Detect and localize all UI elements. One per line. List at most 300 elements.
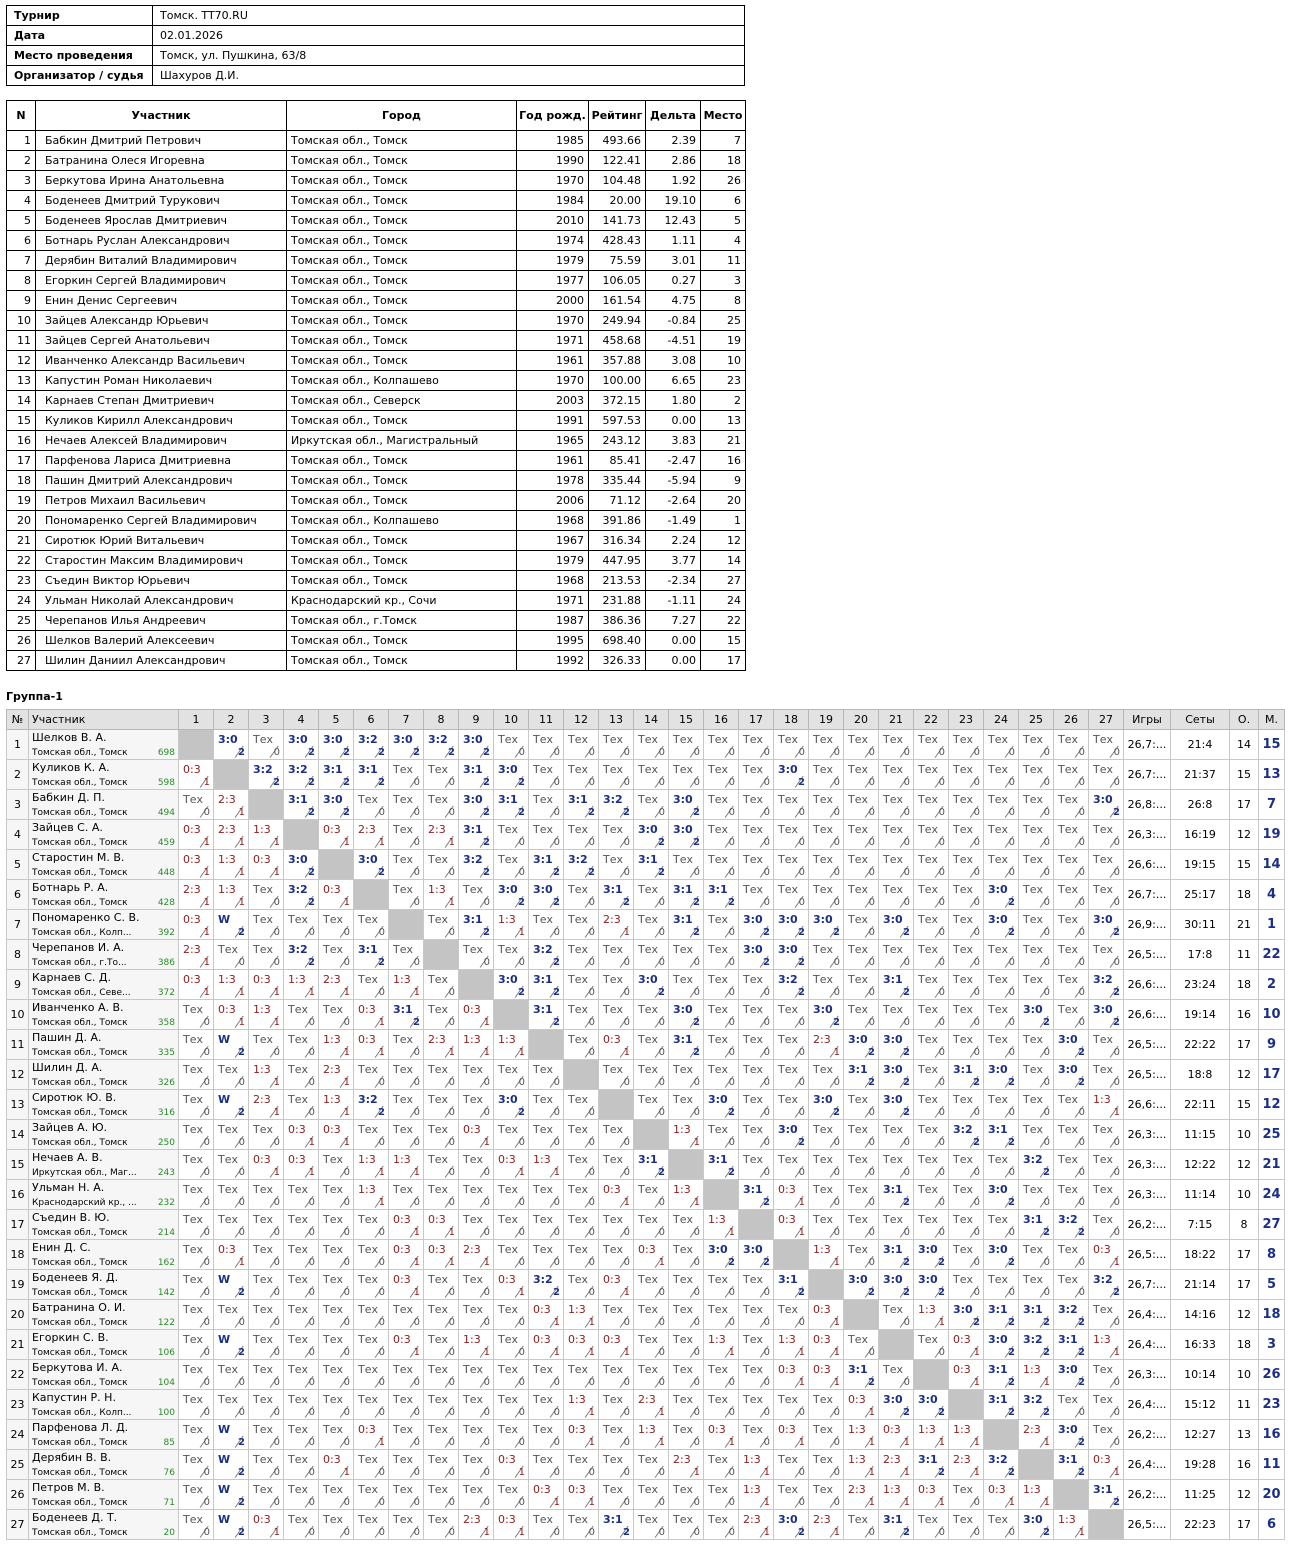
match-points: 0 [553,1107,560,1118]
match-score: Тех [358,1303,378,1316]
match-points: 2 [1043,1527,1050,1538]
match-points: 1 [798,1197,805,1208]
match-score: Тех [393,1183,413,1196]
crosstable-row [7,790,1285,820]
match-points: 0 [1008,807,1015,818]
participant-cell: 20 [7,511,36,531]
match-score: Тех [428,1123,448,1136]
match-score: Тех [743,883,763,896]
match-points: 0 [1008,867,1015,878]
match-score: Тех [778,1483,798,1496]
row-place: 13 [1259,760,1285,790]
match-result-cell [424,1360,459,1390]
match-score: 0:3 [918,1483,936,1496]
match-points: 0 [238,1077,245,1088]
match-score: 3:1 [533,973,553,986]
match-score: Тех [638,1033,658,1046]
match-result-cell [354,1210,389,1240]
match-result-cell [249,1390,284,1420]
match-result-cell [739,1390,774,1420]
match-points: 2 [1008,897,1015,908]
player-cell [29,1420,179,1450]
match-points: 1 [623,927,630,938]
row-place: 19 [1259,820,1285,850]
match-points: 2 [763,1257,770,1268]
match-points: 2 [798,777,805,788]
match-result-cell [984,1210,1019,1240]
participant-cell: Томская обл., Томск [287,291,517,311]
player-cell [29,940,179,970]
match-score: Тех [533,763,553,776]
match-points: 0 [273,747,280,758]
match-points: 0 [1043,1257,1050,1268]
match-score: 3:1 [323,763,343,776]
match-result-cell [809,730,844,760]
match-points: 0 [448,987,455,998]
match-score: Тех [393,1483,413,1496]
match-points: 0 [693,1527,700,1538]
match-result-cell [284,850,319,880]
match-result-cell [774,1390,809,1420]
player-city: Томская обл., Севе... [32,988,131,998]
match-score: Тех [883,823,903,836]
match-result-cell [634,1270,669,1300]
match-points: 2 [623,1527,630,1538]
match-score: 1:3 [778,1333,796,1346]
match-score: 3:1 [848,1063,868,1076]
match-result-cell [1019,1480,1054,1510]
match-points: 0 [483,957,490,968]
participant-cell: 5 [7,211,36,231]
match-points: 0 [973,987,980,998]
match-score: Тех [918,853,938,866]
match-points: 0 [833,867,840,878]
match-points: 0 [483,1497,490,1508]
match-result-cell [704,1360,739,1390]
match-result-cell [809,1060,844,1090]
match-result-cell [704,730,739,760]
row-sets: 21:37 [1171,760,1230,790]
match-score: 0:3 [778,1363,796,1376]
match-result-cell [1089,760,1124,790]
match-result-cell [494,1270,529,1300]
crosstable-row [7,1090,1285,1120]
player-cell [29,1180,179,1210]
match-points: 0 [553,1137,560,1148]
match-result-cell [739,1030,774,1060]
match-result-cell [459,1120,494,1150]
participant-cell: 3 [7,171,36,191]
match-result-cell [284,1300,319,1330]
match-result-cell [669,1060,704,1090]
match-score: Тех [183,1393,203,1406]
match-result-cell [704,760,739,790]
match-score: Тех [358,973,378,986]
match-result-cell [529,1240,564,1270]
match-points: 2 [448,747,455,758]
crosstable-row [7,1360,1285,1390]
match-score: 3:0 [778,1123,798,1136]
match-result-cell [249,1210,284,1240]
match-score: Тех [848,1153,868,1166]
match-result-cell [214,1270,249,1300]
match-score: Тех [323,1243,343,1256]
match-result-cell [599,970,634,1000]
match-points: 0 [658,747,665,758]
match-score: Тех [743,1063,763,1076]
match-points: 0 [1043,747,1050,758]
match-score: Тех [253,1393,273,1406]
match-score: Тех [603,1423,623,1436]
col-opponent-header: 6 [354,710,389,730]
match-points: 1 [203,897,210,908]
match-score: 3:0 [708,1093,728,1106]
match-score: Тех [848,823,868,836]
match-result-cell [599,1210,634,1240]
match-score: Тех [708,1453,728,1466]
participant-cell: 2010 [517,211,589,231]
match-score: Тех [673,1393,693,1406]
match-result-cell [494,850,529,880]
match-points: 0 [938,1527,945,1538]
match-result-cell [459,1210,494,1240]
match-score: Тех [813,1183,833,1196]
match-score: W [218,1033,231,1046]
match-points: 2 [238,1347,245,1358]
match-points: 0 [938,1047,945,1058]
player-name: Черепанов И. А. [32,941,125,954]
participant-cell: 104.48 [589,171,646,191]
row-points: 17 [1230,1510,1259,1540]
participant-cell: 4 [701,231,746,251]
match-result-cell [389,1360,424,1390]
match-score: Тех [393,1303,413,1316]
match-points: 0 [693,1407,700,1418]
match-points: 0 [378,1077,385,1088]
match-points: 1 [1113,1107,1120,1118]
match-points: 1 [553,1347,560,1358]
match-score: W [218,1483,231,1496]
participant-cell: -0.84 [646,311,701,331]
match-points: 0 [693,777,700,788]
match-score: 2:3 [848,1483,866,1496]
match-score: Тех [568,763,588,776]
row-sets: 18:22 [1171,1240,1230,1270]
match-points: 0 [868,1257,875,1268]
match-score: Тех [638,733,658,746]
match-points: 1 [203,867,210,878]
match-result-cell [599,1300,634,1330]
match-result-cell [214,940,249,970]
match-result-cell [914,1000,949,1030]
match-points: 0 [658,1527,665,1538]
match-score: 3:2 [603,793,623,806]
participant-cell: Зайцев Александр Юрьевич [36,311,287,331]
match-points: 1 [553,1317,560,1328]
match-score: 1:3 [323,1033,341,1046]
match-result-cell [214,1300,249,1330]
match-result-cell [844,1390,879,1420]
info-key: Дата [7,26,153,46]
participant-cell: 1961 [517,451,589,471]
match-score: Тех [848,973,868,986]
player-name: Бабкин Д. П. [32,791,105,804]
match-points: 0 [938,1167,945,1178]
col-opponent-header: 21 [879,710,914,730]
match-points: 2 [308,777,315,788]
match-points: 1 [868,1497,875,1508]
match-result-cell [459,1150,494,1180]
match-score: 3:1 [883,1513,903,1526]
player-rating: 386 [157,958,175,968]
match-result-cell [354,1330,389,1360]
match-points: 1 [1043,1497,1050,1508]
match-points: 0 [1008,1107,1015,1118]
match-result-cell [879,910,914,940]
participant-cell: 213.53 [589,571,646,591]
match-score: 3:0 [988,883,1008,896]
match-score: Тех [253,1423,273,1436]
match-score: 0:3 [463,1123,481,1136]
match-points: 0 [728,1407,735,1418]
match-points: 0 [1078,1137,1085,1148]
match-points: 0 [273,957,280,968]
match-points: 2 [973,1137,980,1148]
match-points: 1 [448,1047,455,1058]
match-result-cell [984,850,1019,880]
match-points: 0 [1078,1167,1085,1178]
match-result-cell [179,1330,214,1360]
match-result-cell [564,1090,599,1120]
match-result-cell [879,850,914,880]
match-score: Тех [288,1513,308,1526]
match-points: 2 [1008,1197,1015,1208]
match-points: 0 [483,1377,490,1388]
match-score: Тех [778,1063,798,1076]
player-name: Зайцев А. Ю. [32,1121,108,1134]
participant-cell: 2.86 [646,151,701,171]
match-points: 2 [343,777,350,788]
match-points: 1 [553,1497,560,1508]
match-points: 0 [343,927,350,938]
match-points: 0 [1078,747,1085,758]
match-points: 0 [203,1107,210,1118]
match-score: Тех [1023,1093,1043,1106]
match-points: 1 [798,1347,805,1358]
match-result-cell [914,1390,949,1420]
match-result-cell [354,1240,389,1270]
row-games: 26,6:... [1124,850,1171,880]
match-score: 0:3 [183,763,201,776]
participant-cell: -4.51 [646,331,701,351]
participant-cell: 1971 [517,591,589,611]
match-score: 2:3 [323,973,341,986]
participant-cell: Боденеев Ярослав Дмитриевич [36,211,287,231]
match-score: Тех [428,1363,448,1376]
match-result-cell [669,1300,704,1330]
crosstable-row [7,1240,1285,1270]
participant-cell: 22 [7,551,36,571]
match-score: Тех [1058,1243,1078,1256]
player-rating: 358 [157,1018,175,1028]
match-points: 0 [798,867,805,878]
match-points: 0 [378,1317,385,1328]
match-points: 0 [518,1137,525,1148]
match-score: Тех [708,1303,728,1316]
match-score: Тех [603,1003,623,1016]
crosstable-row [7,1150,1285,1180]
match-score: Тех [428,1063,448,1076]
match-result-cell [949,1360,984,1390]
match-score: 1:3 [358,1183,376,1196]
match-result-cell [844,1450,879,1480]
match-score: Тех [253,733,273,746]
player-city: Томская обл., Томск [32,1078,128,1088]
match-result-cell [949,1150,984,1180]
match-points: 0 [623,1077,630,1088]
match-result-cell [564,1240,599,1270]
match-result-cell [634,1360,669,1390]
player-rating: 448 [157,868,175,878]
match-score: Тех [1058,1273,1078,1286]
participant-row [7,651,746,671]
match-score: 3:2 [358,1093,378,1106]
match-result-cell [284,1420,319,1450]
match-points: 2 [728,1107,735,1118]
match-score: 3:0 [1058,1033,1078,1046]
match-score: Тех [813,1483,833,1496]
info-value: Шахуров Д.И. [153,66,745,86]
match-points: 0 [903,897,910,908]
match-result-cell [564,910,599,940]
match-points: 1 [693,1137,700,1148]
match-score: Тех [953,1273,973,1286]
match-result-cell [249,850,284,880]
match-points: 2 [1113,987,1120,998]
match-score: 3:1 [533,1003,553,1016]
match-score: Тех [953,1213,973,1226]
match-points: 0 [553,927,560,938]
match-points: 0 [588,927,595,938]
match-points: 0 [833,957,840,968]
match-result-cell [599,1120,634,1150]
match-points: 0 [833,897,840,908]
match-points: 0 [1113,837,1120,848]
match-score: Тех [988,793,1008,806]
match-result-cell [284,1240,319,1270]
match-result-cell [249,1060,284,1090]
match-result-cell [424,910,459,940]
match-score: Тех [253,1303,273,1316]
match-points: 2 [658,987,665,998]
match-points: 1 [483,1017,490,1028]
match-score: Тех [183,1213,203,1226]
match-points: 2 [483,867,490,878]
match-score: Тех [1093,943,1113,956]
match-score: 0:3 [183,853,201,866]
match-result-cell [249,880,284,910]
match-points: 2 [1043,1017,1050,1028]
match-result-cell [634,790,669,820]
match-points: 0 [483,1107,490,1118]
match-points: 0 [763,1167,770,1178]
match-score: 1:3 [253,1063,271,1076]
match-score: 0:3 [533,1483,551,1496]
player-city: Томская обл., Томск [32,1048,128,1058]
participant-row [7,291,746,311]
match-result-cell [949,1510,984,1540]
match-result-cell [809,1510,844,1540]
match-result-cell [809,940,844,970]
participant-cell: 0.00 [646,631,701,651]
match-points: 0 [448,1347,455,1358]
match-result-cell [529,1120,564,1150]
row-sets: 19:15 [1171,850,1230,880]
row-place: 24 [1259,1180,1285,1210]
match-points: 0 [308,1407,315,1418]
match-score: Тех [673,943,693,956]
match-points: 2 [938,1407,945,1418]
player-city: Томская обл., Томск [32,1348,128,1358]
match-result-cell [669,1360,704,1390]
participant-cell: Черепанов Илья Андреевич [36,611,287,631]
match-result-cell [284,790,319,820]
match-points: 0 [203,1437,210,1448]
match-points: 0 [903,837,910,848]
match-score: 0:3 [463,1003,481,1016]
match-score: Тех [498,1183,518,1196]
match-result-cell [494,1300,529,1330]
match-points: 0 [1008,1167,1015,1178]
match-points: 0 [308,1437,315,1448]
match-score: Тех [428,1423,448,1436]
match-score: Тех [953,913,973,926]
match-result-cell [284,760,319,790]
match-score: Тех [988,763,1008,776]
match-result-cell [669,1120,704,1150]
match-score: Тех [918,1513,938,1526]
match-result-cell [669,940,704,970]
match-result-cell [1019,910,1054,940]
match-result-cell [179,1150,214,1180]
match-points: 2 [483,837,490,848]
match-points: 0 [973,1017,980,1028]
match-points: 0 [903,747,910,758]
match-score: Тех [1058,1093,1078,1106]
match-result-cell [879,880,914,910]
row-games: 26,5:... [1124,1060,1171,1090]
match-result-cell [249,1090,284,1120]
match-score: Тех [1023,883,1043,896]
match-score: Тех [288,1393,308,1406]
match-score: Тех [183,1483,203,1496]
match-points: 0 [728,1137,735,1148]
match-result-cell [774,790,809,820]
match-result-cell [1054,1270,1089,1300]
match-score: 3:1 [988,1303,1008,1316]
match-result-cell [179,850,214,880]
match-result-cell [424,1240,459,1270]
match-result-cell [704,1240,739,1270]
player-cell [29,850,179,880]
participants-table [6,100,746,671]
match-score: Тех [603,853,623,866]
match-result-cell [529,1210,564,1240]
match-score: Тех [778,1453,798,1466]
match-score: Тех [708,913,728,926]
match-result-cell [739,790,774,820]
player-city: Томская обл., г.То... [32,958,127,968]
